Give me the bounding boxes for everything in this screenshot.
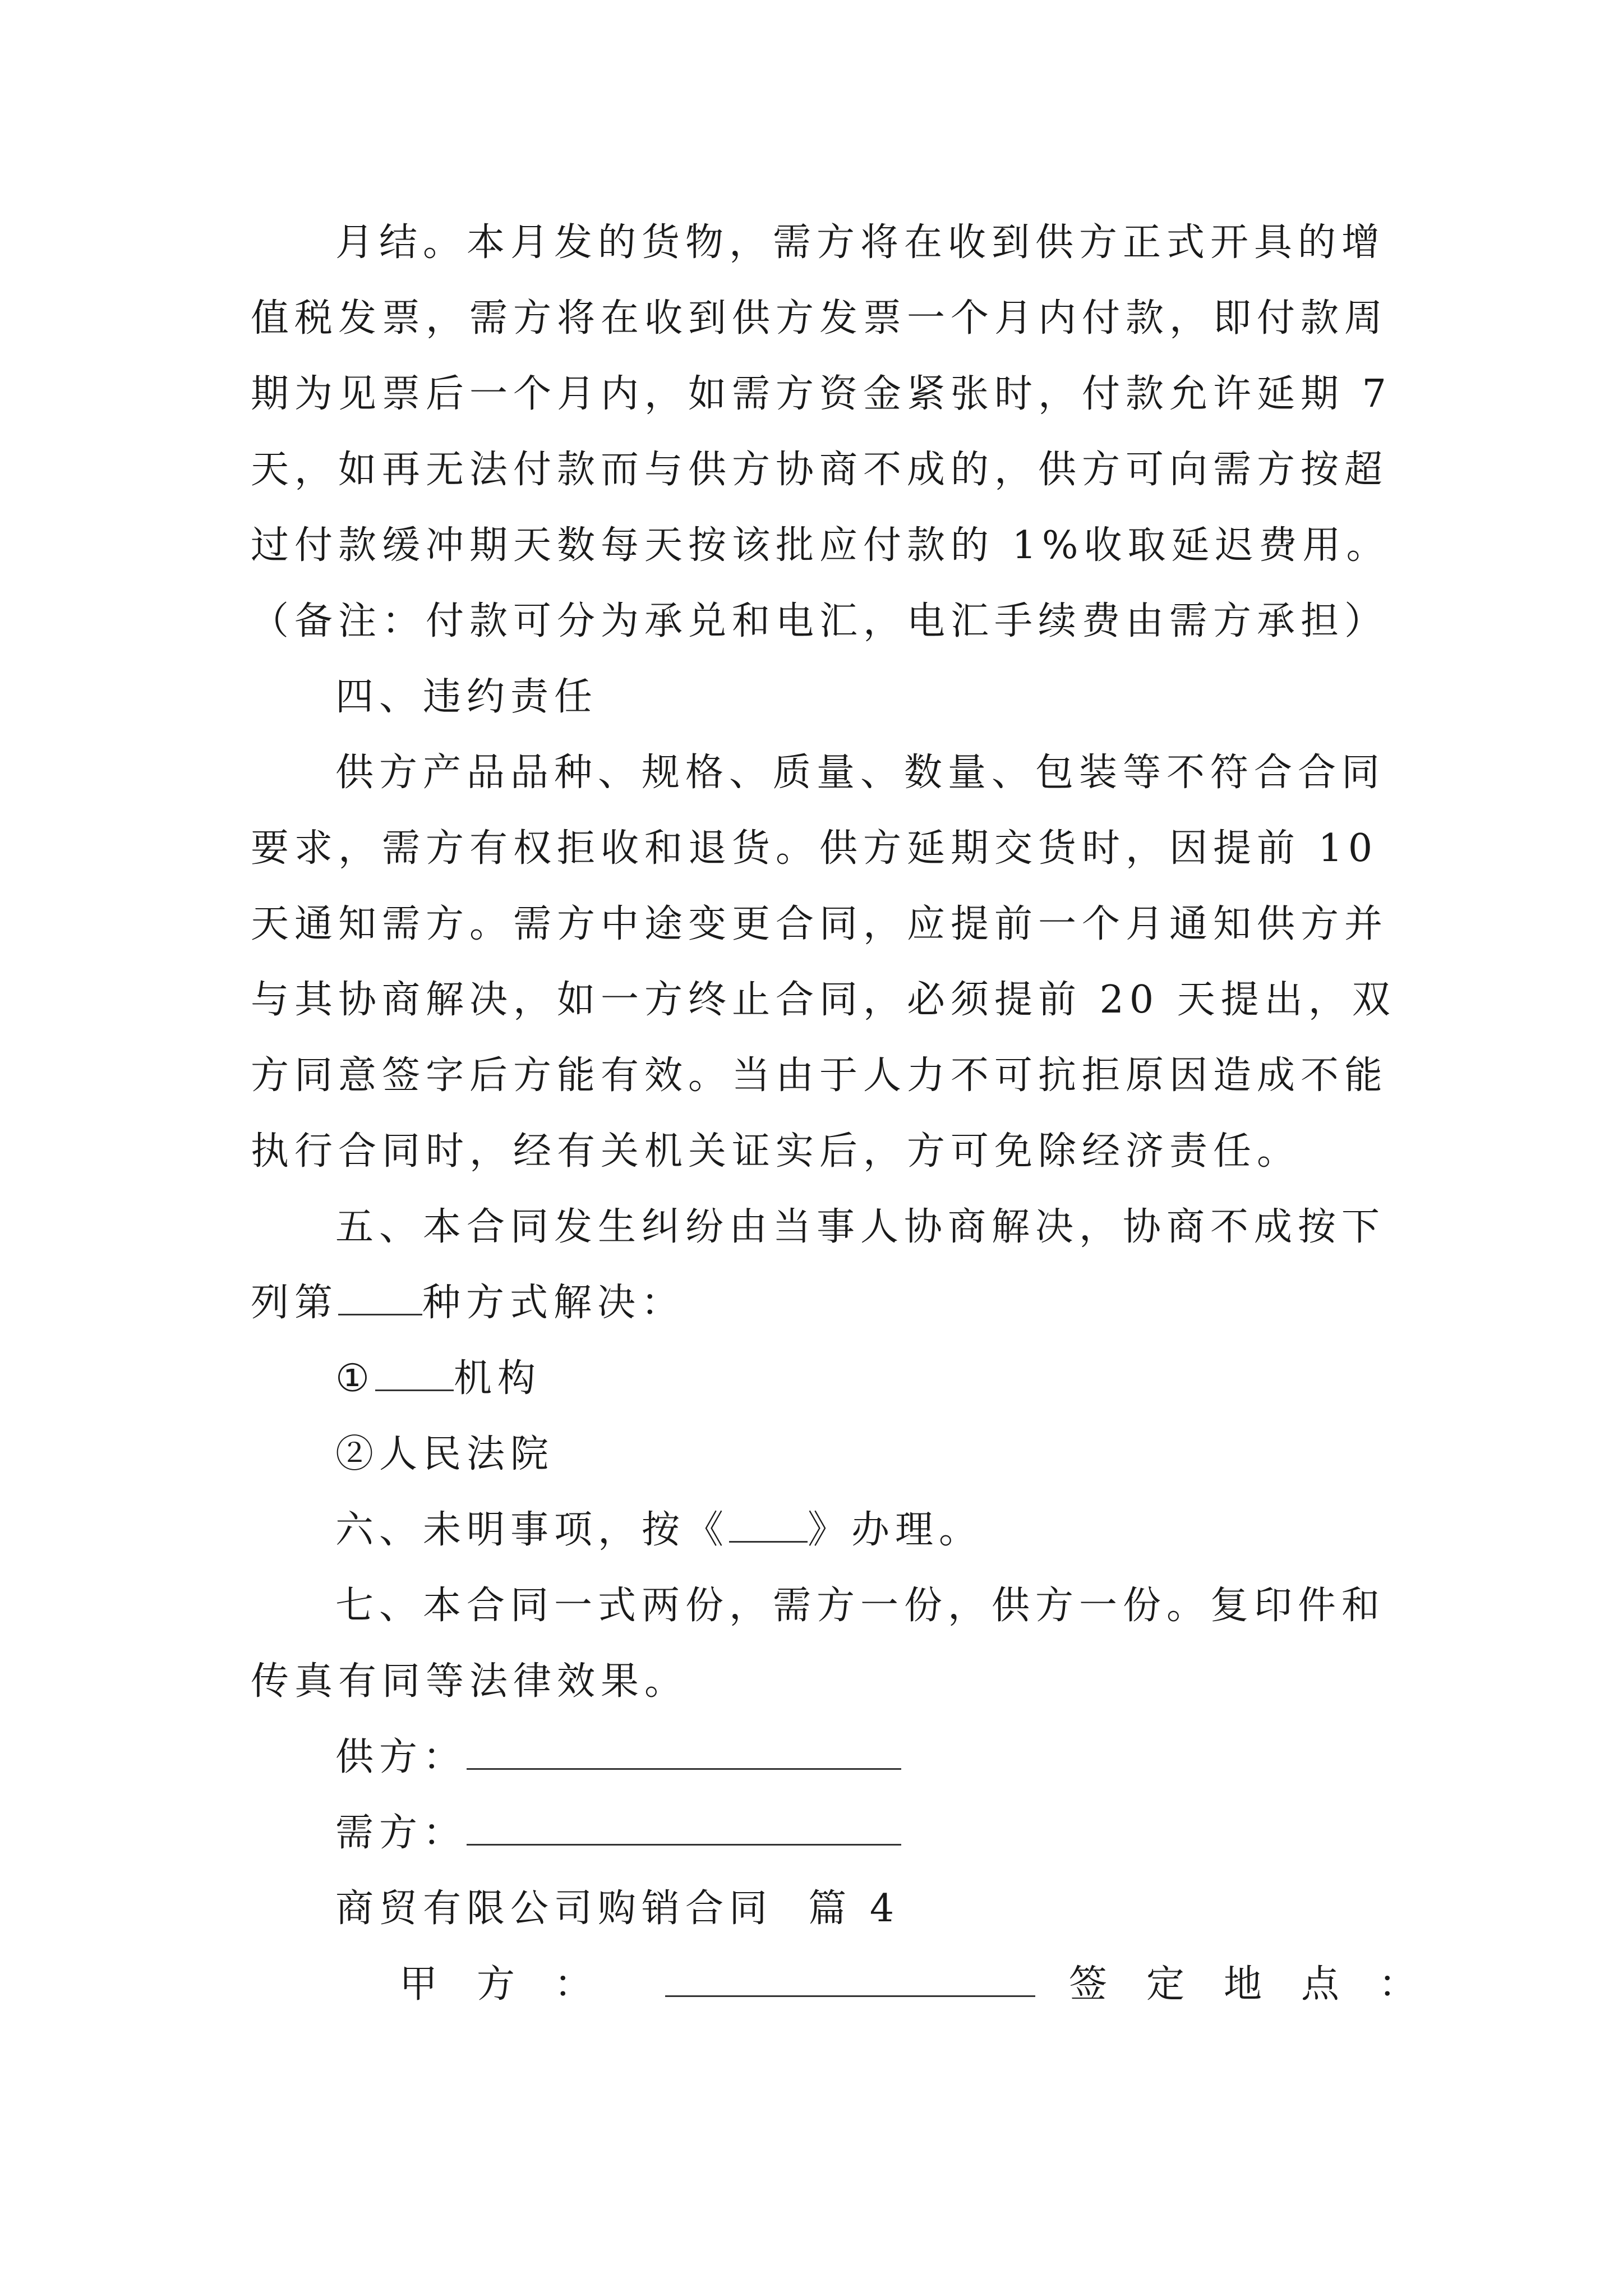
- option1-text: 机构: [453, 1356, 541, 1401]
- clause6-after: 》办理。: [808, 1508, 983, 1552]
- party-a-label: 甲方：: [399, 1962, 632, 2007]
- text-line: 天，如再无法付款而与供方协商不成的，供方可向需方按超: [251, 448, 1389, 492]
- section-heading: 四、违约责任: [335, 675, 598, 719]
- text-line: 七、本合同一式两份，需方一份，供方一份。复印件和: [335, 1584, 1386, 1628]
- text-line: 天通知需方。需方中途变更合同，应提前一个月通知供方并: [251, 902, 1389, 946]
- text-line: 值税发票，需方将在收到供方发票一个月内付款，即付款周: [251, 296, 1389, 341]
- arbitration-institution-blank[interactable]: [375, 1356, 454, 1391]
- text-line: 五、本合同发生纠纷由当事人协商解决，协商不成按下: [335, 1205, 1386, 1249]
- supplier-blank[interactable]: [467, 1734, 901, 1770]
- text-line: 传真有同等法律效果。: [251, 1659, 689, 1704]
- option1-marker: ①: [335, 1356, 375, 1401]
- option-court: ②人民法院: [335, 1432, 555, 1476]
- section-title: 商贸有限公司购销合同 篇 4: [335, 1887, 900, 1931]
- regulation-name-blank[interactable]: [729, 1507, 808, 1543]
- text-line: 供方产品品种、规格、质量、数量、包装等不符合合同: [335, 751, 1386, 795]
- clause6-before: 六、未明事项，按《: [335, 1508, 730, 1552]
- text-line: （备注：付款可分为承兑和电汇，电汇手续费由需方承担）: [251, 599, 1389, 643]
- supplier-signature-line: [335, 1729, 1463, 1786]
- text-line: 方同意签字后方能有效。当由于人力不可抗拒原因造成不能: [251, 1053, 1389, 1098]
- buyer-signature-line: [335, 1805, 1463, 1861]
- buyer-blank[interactable]: [467, 1810, 901, 1846]
- dispute-text-before: 列第: [251, 1281, 339, 1325]
- text-line: 月结。本月发的货物，需方将在收到供方正式开具的增: [335, 220, 1386, 265]
- party-a-line: [399, 1957, 1527, 2013]
- option-arbitration: [335, 1351, 1463, 1407]
- dispute-method-line: [251, 1275, 1378, 1331]
- text-line: 与其协商解决，如一方终止合同，必须提前 20 天提出，双: [251, 978, 1396, 1022]
- buyer-label: 需方：: [335, 1811, 467, 1855]
- text-line: 要求，需方有权拒收和退货。供方延期交货时，因提前 10: [251, 826, 1378, 871]
- clause-six: [335, 1502, 1463, 1558]
- text-line: 过付款缓冲期天数每天按该批应付款的 1%收取延迟费用。: [251, 523, 1390, 568]
- text-line: 执行合同时，经有关机关证实后，方可免除经济责任。: [251, 1129, 1301, 1174]
- supplier-label: 供方：: [335, 1735, 467, 1779]
- party-a-blank[interactable]: [665, 1962, 1035, 1997]
- sign-place-label: 签定地点：: [1069, 1962, 1456, 2007]
- dispute-text-after: 种方式解决：: [422, 1281, 685, 1325]
- text-line: 期为见票后一个月内，如需方资金紧张时，付款允许延期 7: [251, 372, 1392, 416]
- dispute-method-blank[interactable]: [338, 1280, 422, 1315]
